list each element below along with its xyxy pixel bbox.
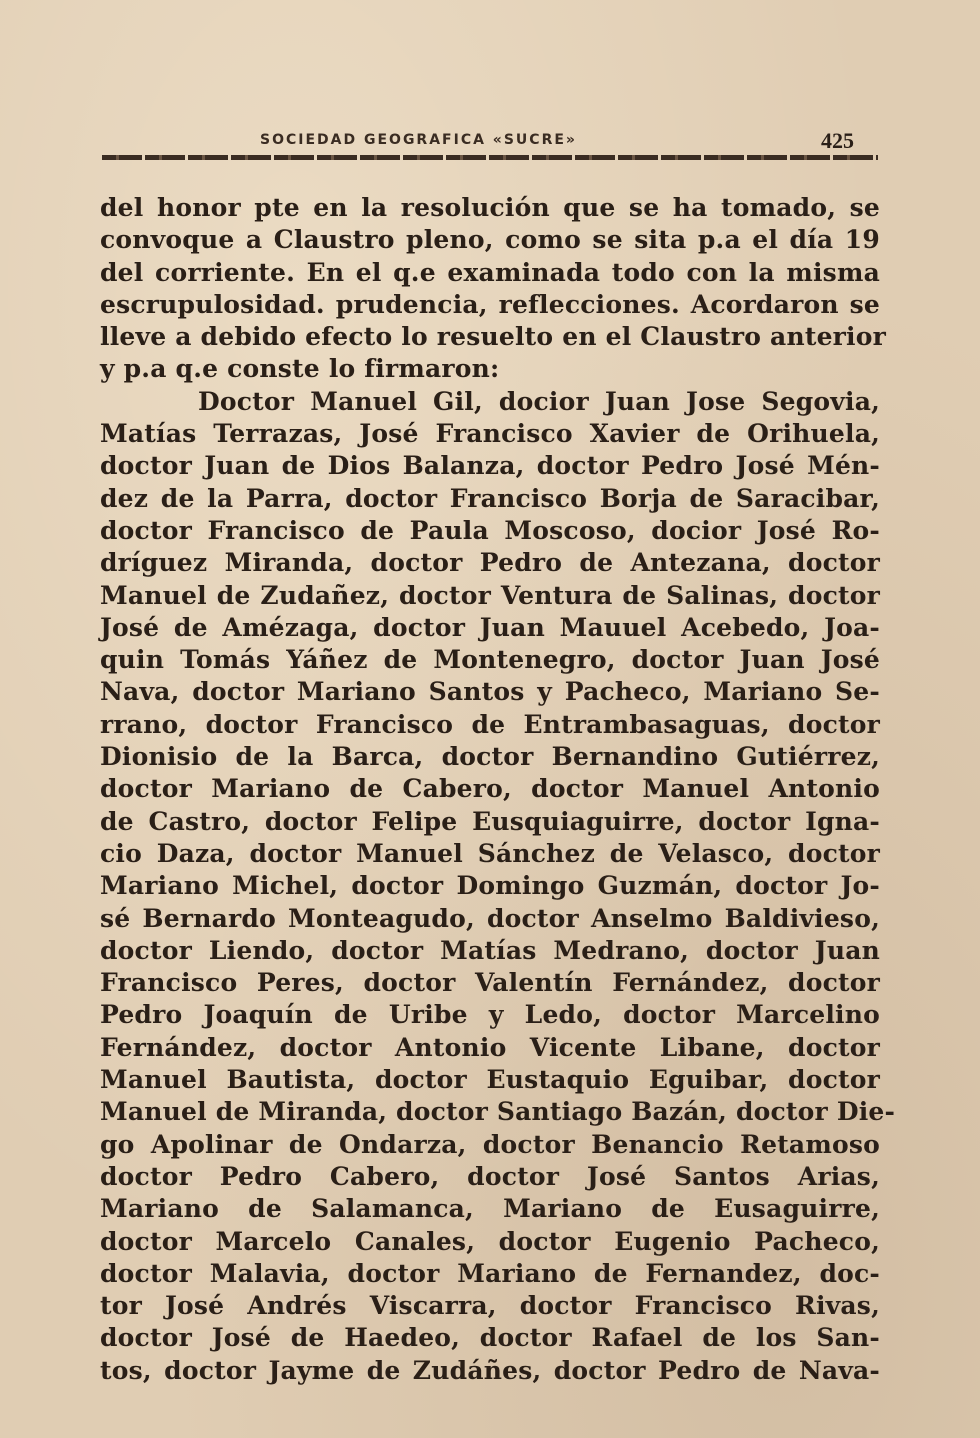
text-line: doctor Malavia, doctor Mariano de Fernandez, doc- — [100, 1258, 880, 1288]
text-line: Doctor Manuel Gil, docior Juan Jose Segovia, — [198, 386, 880, 416]
text-line: go Apolinar de Ondarza, doctor Benancio Retamoso — [100, 1129, 880, 1159]
text-line: tos, doctor Jayme de Zudáñes, doctor Pedro de Nava- — [100, 1355, 880, 1385]
text-line: dríguez Miranda, doctor Pedro de Antezana, doctor — [100, 548, 880, 578]
page-number: 425 — [821, 128, 854, 153]
running-title: SOCIEDAD GEOGRAFICA «SUCRE» — [260, 132, 577, 148]
text-line: Nava, doctor Mariano Santos y Pacheco, Mariano Se- — [100, 677, 880, 707]
text-line: doctor Liendo, doctor Matías Medrano, doctor Juan — [100, 935, 880, 965]
text-line: del honor pte en la resolución que se ha tomado, se — [100, 193, 880, 222]
text-line: Manuel de Zudañez, doctor Ventura de Salinas, doctor — [100, 580, 880, 610]
text-line: dez de la Parra, doctor Francisco Borja de Saracibar, — [100, 483, 880, 513]
text-line: Dionisio de la Barca, doctor Bernandino Gutiérrez, — [100, 742, 880, 772]
text-line: lleve a debido efecto lo resuelto en el Claustro anterior — [100, 322, 886, 352]
text-line: doctor Juan de Dios Balanza, doctor Pedro José Mén- — [100, 451, 880, 481]
text-line: José de Amézaga, doctor Juan Mauuel Acebedo, Joa- — [100, 612, 880, 642]
text-line: del corriente. En el q.e examinada todo con la misma — [100, 257, 880, 287]
text-line: escrupulosidad. prudencia, reflecciones. Acordaron se — [100, 289, 880, 319]
text-line: doctor Marcelo Canales, doctor Eugenio Pacheco, — [100, 1226, 880, 1256]
text-line: Manuel Bautista, doctor Eustaquio Eguibar, doctor — [100, 1065, 880, 1095]
text-line: Mariano de Salamanca, Mariano de Eusaguirre, — [100, 1194, 880, 1224]
text-line: doctor Francisco de Paula Moscoso, docior José Ro- — [100, 515, 880, 545]
text-line: de Castro, doctor Felipe Eusquiaguirre, doctor Igna- — [100, 806, 880, 836]
text-line: doctor Mariano de Cabero, doctor Manuel Antonio — [100, 774, 880, 804]
text-line: quin Tomás Yáñez de Montenegro, doctor Juan José — [100, 645, 880, 675]
header-rule — [102, 155, 878, 160]
text-line: doctor José de Haedeo, doctor Rafael de los San- — [100, 1323, 880, 1353]
text-line: Manuel de Miranda, doctor Santiago Bazán, doctor Die- — [100, 1097, 896, 1127]
text-line: cio Daza, doctor Manuel Sánchez de Velasco, doctor — [100, 838, 880, 868]
body-text — [100, 192, 896, 1387]
text-line: Matías Terrazas, José Francisco Xavier de Orihuela, — [100, 419, 880, 449]
text-line: Pedro Joaquín de Uribe y Ledo, doctor Marcelino — [100, 1000, 880, 1030]
text-line: sé Bernardo Monteagudo, doctor Anselmo Baldivieso, — [100, 903, 880, 933]
text-line: tor José Andrés Viscarra, doctor Francisco Rivas, — [100, 1291, 880, 1321]
text-line: convoque a Claustro pleno, como se sita p.a el día 19 — [100, 225, 880, 255]
text-line: rrano, doctor Francisco de Entrambasaguas, doctor — [100, 709, 880, 739]
text-line: Fernández, doctor Antonio Vicente Libane, doctor — [100, 1032, 880, 1062]
text-line: doctor Pedro Cabero, doctor José Santos Arias, — [100, 1161, 880, 1191]
text-line: y p.a q.e conste lo firmaron: — [100, 354, 500, 384]
text-line: Mariano Michel, doctor Domingo Guzmán, doctor Jo- — [100, 871, 880, 901]
text-line: Francisco Peres, doctor Valentín Fernández, doctor — [100, 968, 880, 998]
running-head — [100, 128, 880, 152]
